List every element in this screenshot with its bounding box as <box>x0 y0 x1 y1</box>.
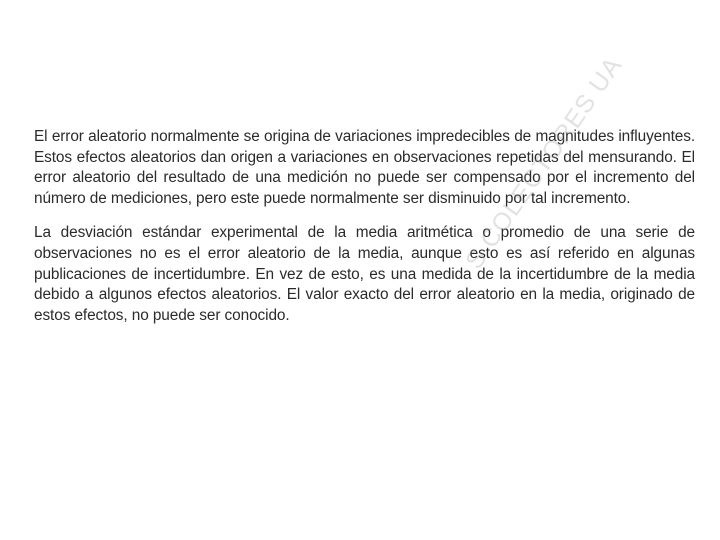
watermark-text: S COLECTORES UA <box>460 51 628 275</box>
paragraph-standard-deviation: La desviación estándar experimental de la media aritmética o promedio de una serie de observaciones no es el error aleatorio de la media, aunque esto es así referido en algunas publicaciones de incertidumbre. En vez de esto, es una medida de la incertidumbre de la media debido a algunos efectos aleatorios. El valor exacto del error aleatorio en la media, originado de estos efectos, no puede ser conocido. <box>34 224 695 324</box>
body-text <box>34 127 695 326</box>
paragraph-random-error: El error aleatorio normalmente se origina de variaciones impredecibles de magnitudes influyentes. Estos efectos aleatorios dan origen a variaciones en observaciones repetidas del mensurando. El error aleatorio del resultado de una medición no puede ser compensado por el incremento del número de mediciones, pero este puede normalmente ser disminuido por tal incremento. <box>34 128 695 207</box>
